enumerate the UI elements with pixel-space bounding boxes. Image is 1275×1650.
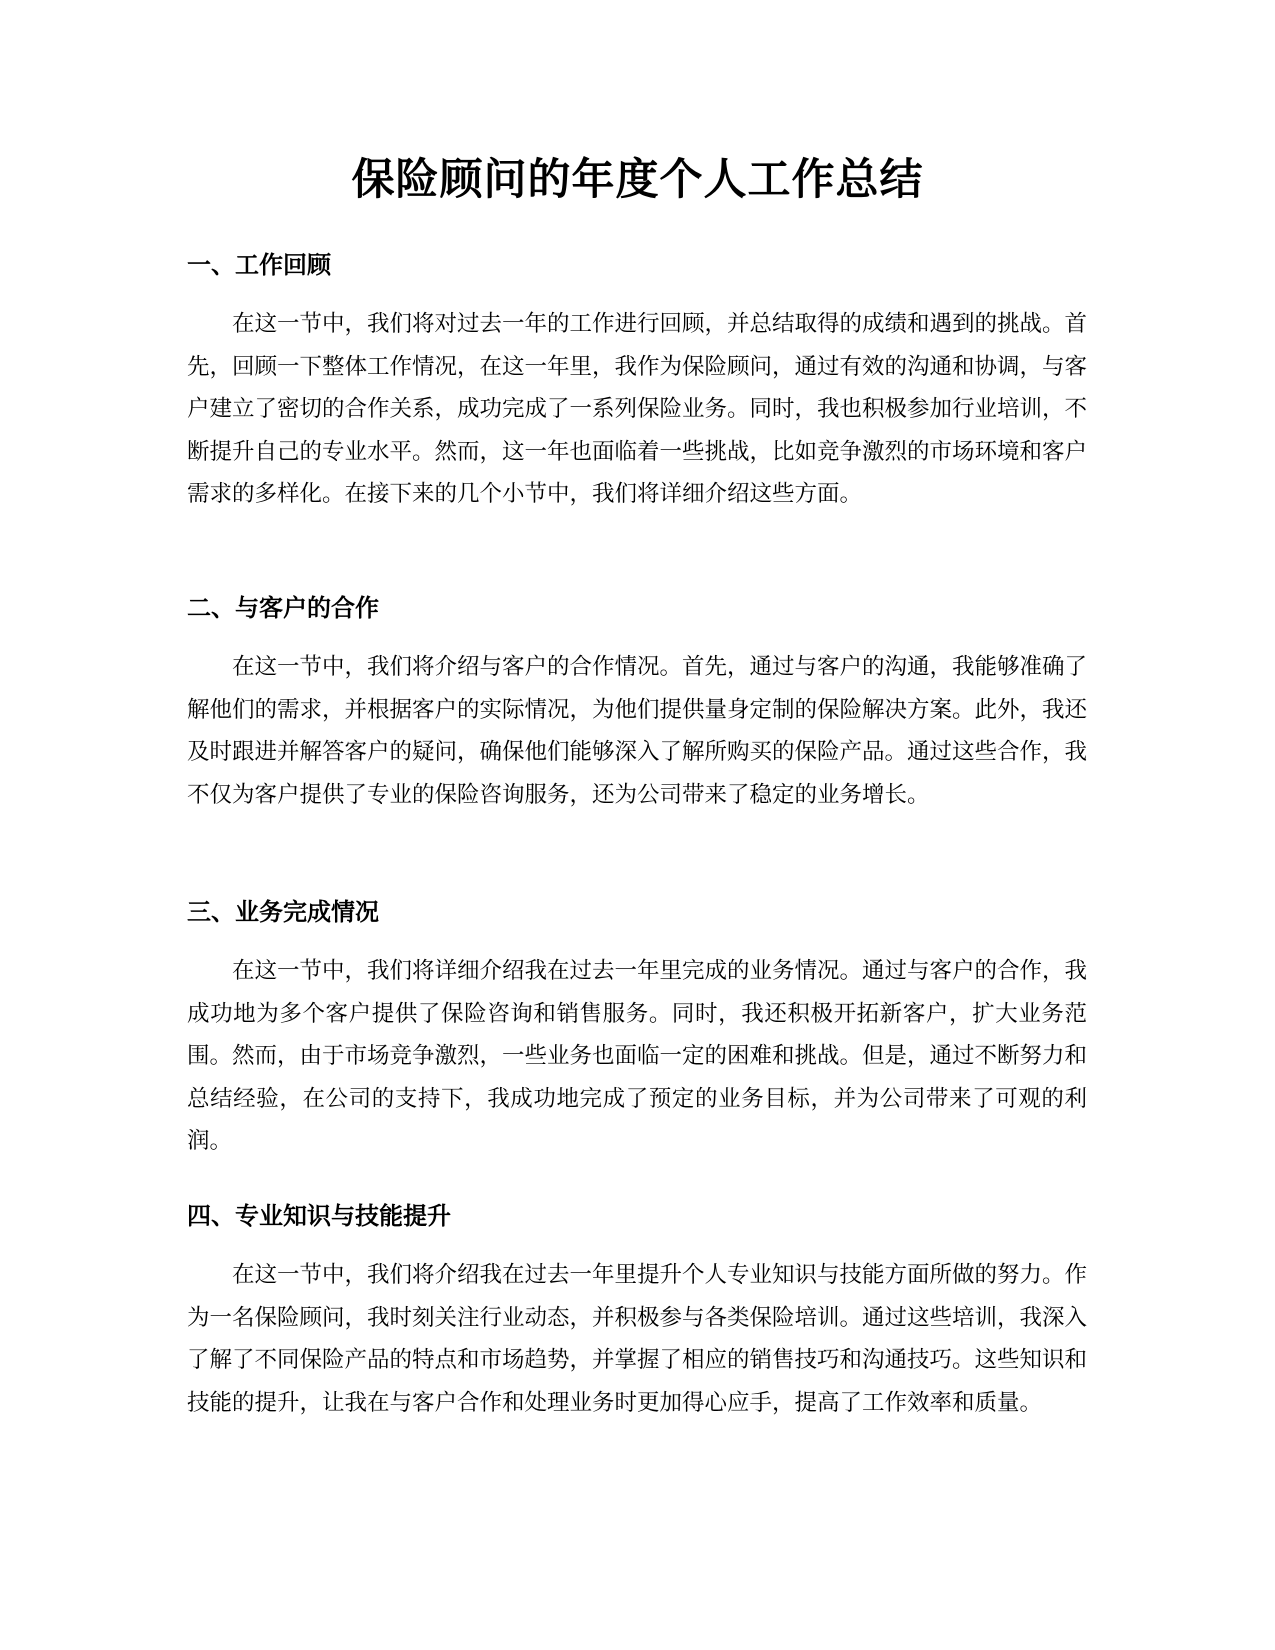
- section-heading: 三、业务完成情况: [187, 898, 379, 926]
- section-work-review: [187, 248, 1087, 516]
- section-heading: 一、工作回顾: [187, 251, 331, 279]
- section-heading: 二、与客户的合作: [187, 594, 379, 622]
- section-paragraph: 在这一节中，我们将详细介绍我在过去一年里完成的业务情况。通过与客户的合作，我成功地为多个客户提供了保险咨询和销售服务。同时，我还积极开拓新客户，扩大业务范围。然而，由于市场竞争激烈，一些业务也面临一定的困难和挑战。但是，通过不断努力和总结经验，在公司的支持下，我成功地完成了预定的业务目标，并为公司带来了可观的利润。: [187, 958, 1088, 1154]
- section-client-cooperation: [187, 591, 1087, 816]
- section-paragraph: 在这一节中，我们将介绍与客户的合作情况。首先，通过与客户的沟通，我能够准确了解他们的需求，并根据客户的实际情况，为他们提供量身定制的保险解决方案。此外，我还及时跟进并解答客户的疑问，确保他们能够深入了解所购买的保险产品。通过这些合作，我不仅为客户提供了专业的保险咨询服务，还为公司带来了稳定的业务增长。: [187, 654, 1088, 808]
- section-paragraph: 在这一节中，我们将介绍我在过去一年里提升个人专业知识与技能方面所做的努力。作为一名保险顾问，我时刻关注行业动态，并积极参与各类保险培训。通过这些培训，我深入了解了不同保险产品的特点和市场趋势，并掌握了相应的销售技巧和沟通技巧。这些知识和技能的提升，让我在与客户合作和处理业务时更加得心应手，提高了工作效率和质量。: [187, 1262, 1088, 1416]
- section-heading: 四、专业知识与技能提升: [187, 1202, 451, 1230]
- section-business-completion: [187, 895, 1087, 1163]
- section-paragraph: 在这一节中，我们将对过去一年的工作进行回顾，并总结取得的成绩和遇到的挑战。首先，回顾一下整体工作情况，在这一年里，我作为保险顾问，通过有效的沟通和协调，与客户建立了密切的合作关系，成功完成了一系列保险业务。同时，我也积极参加行业培训，不断提升自己的专业水平。然而，这一年也面临着一些挑战，比如竞争激烈的市场环境和客户需求的多样化。在接下来的几个小节中，我们将详细介绍这些方面。: [187, 311, 1088, 507]
- document-title: 保险顾问的年度个人工作总结: [351, 155, 924, 205]
- section-skills-improvement: [187, 1199, 1087, 1424]
